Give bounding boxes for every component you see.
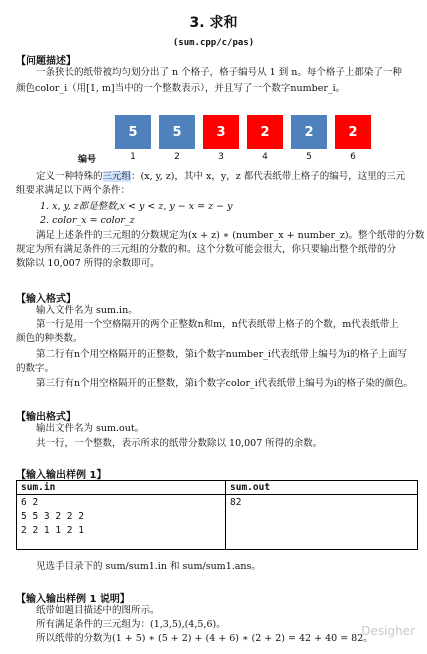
highlight-triple: 三元组 [102, 171, 132, 182]
output-heading: 【输出格式】 [16, 412, 76, 423]
tape-cell: 2 [334, 114, 372, 150]
tape-cell: 3 [202, 114, 240, 150]
input-line-2a: 第一行是用一个空格隔开的两个正整数n和m，n代表纸带上格子的个数，m代表纸带上 [36, 319, 399, 330]
score-line-1: 满足上述条件的三元组的分数规定为(x + z) ∗ (number_x + number_z)。整个纸带的分数 [36, 230, 425, 241]
sample-output-cell: 82 [226, 495, 418, 550]
input-line-3a: 第二行有n个用空格隔开的正整数，第i个数字number_i代表纸带上编号为i的格子上面写 [36, 349, 407, 360]
sample-input-line: 5 5 3 2 2 2 [21, 511, 84, 522]
definition-line-2: 组要求满足以下两个条件： [16, 185, 131, 196]
explain-line-3: 所以纸带的分数为(1 + 5) ∗ (5 + 2) + (4 + 6) ∗ (2 + 2) = 42 + 40 = 82。 [36, 633, 373, 644]
condition-1: 1. x, y, z都是整数,x < y < z, y − x = z − y [40, 201, 233, 212]
tape-index: 2 [174, 152, 180, 162]
page-title: 3. 求和 [189, 15, 238, 31]
col-sum-in: sum.in [17, 481, 226, 495]
input-line-4: 第三行有n个用空格隔开的正整数，第i个数字color_i代表纸带上编号为i的格子染的颜色。 [36, 378, 413, 389]
tape-index: 4 [262, 152, 268, 162]
sample-heading: 【输入输出样例 1】 [16, 470, 107, 481]
index-label: 编号 [78, 155, 97, 165]
definition-line-1: 定义一种特殊的三元组：(x, y, z)，其中 x，y，z 都代表纸带上格子的编号，这里的三元 [36, 171, 406, 182]
output-line-1: 输出文件名为 sum.out。 [36, 423, 145, 434]
sample-input-line: 2 2 1 1 2 1 [21, 525, 84, 536]
explain-line-1: 纸带如题目描述中的图所示。 [36, 605, 160, 616]
output-line-2: 共一行，一个整数，表示所求的纸带分数除以 10,007 所得的余数。 [36, 438, 323, 449]
score-line-2: 规定为所有满足条件的三元组的分数的和。这个分数可能会很大，你只要输出整个纸带的分 [16, 244, 397, 255]
tape-index: 6 [350, 152, 356, 162]
tape-cell: 2 [290, 114, 328, 150]
input-line-1: 输入文件名为 sum.in。 [36, 305, 138, 316]
tape-cell: 2 [246, 114, 284, 150]
input-line-2b: 颜色的种类数。 [16, 333, 83, 344]
tape-cell: 5 [114, 114, 152, 150]
problem-text-1: 一条狭长的纸带被均匀划分出了 n 个格子，格子编号从 1 到 n。每个格子上都染了一种 [36, 67, 402, 78]
col-sum-out: sum.out [226, 481, 418, 495]
tape-index: 1 [130, 152, 136, 162]
problem-heading: 【问题描述】 [16, 56, 76, 67]
score-line-3: 数除以 10,007 所得的余数即可。 [16, 258, 160, 269]
input-heading: 【输入格式】 [16, 294, 76, 305]
sample-table [16, 480, 418, 550]
input-line-3b: 的数字。 [16, 363, 55, 374]
sample-input-cell [17, 495, 226, 550]
explain-heading: 【输入输出样例 1 说明】 [16, 594, 130, 605]
condition-2: 2. color_x = color_z [40, 215, 135, 226]
watermark: Desigher [361, 624, 415, 638]
problem-text-2: 颜色color_i（用[1, m]当中的一个整数表示），并且写了一个数字number_i。 [16, 83, 346, 94]
explain-line-2: 所有满足条件的三元组为：(1,3,5),(4,5,6)。 [36, 619, 226, 630]
tape-cell: 5 [158, 114, 196, 150]
tape-index: 5 [306, 152, 312, 162]
file-subtitle: (sum.cpp/c/pas) [172, 38, 255, 48]
sample-input-line: 6 2 [21, 497, 39, 508]
tape-index: 3 [218, 152, 224, 162]
sample-note: 见选手目录下的 sum/sum1.in 和 sum/sum1.ans。 [36, 561, 261, 572]
